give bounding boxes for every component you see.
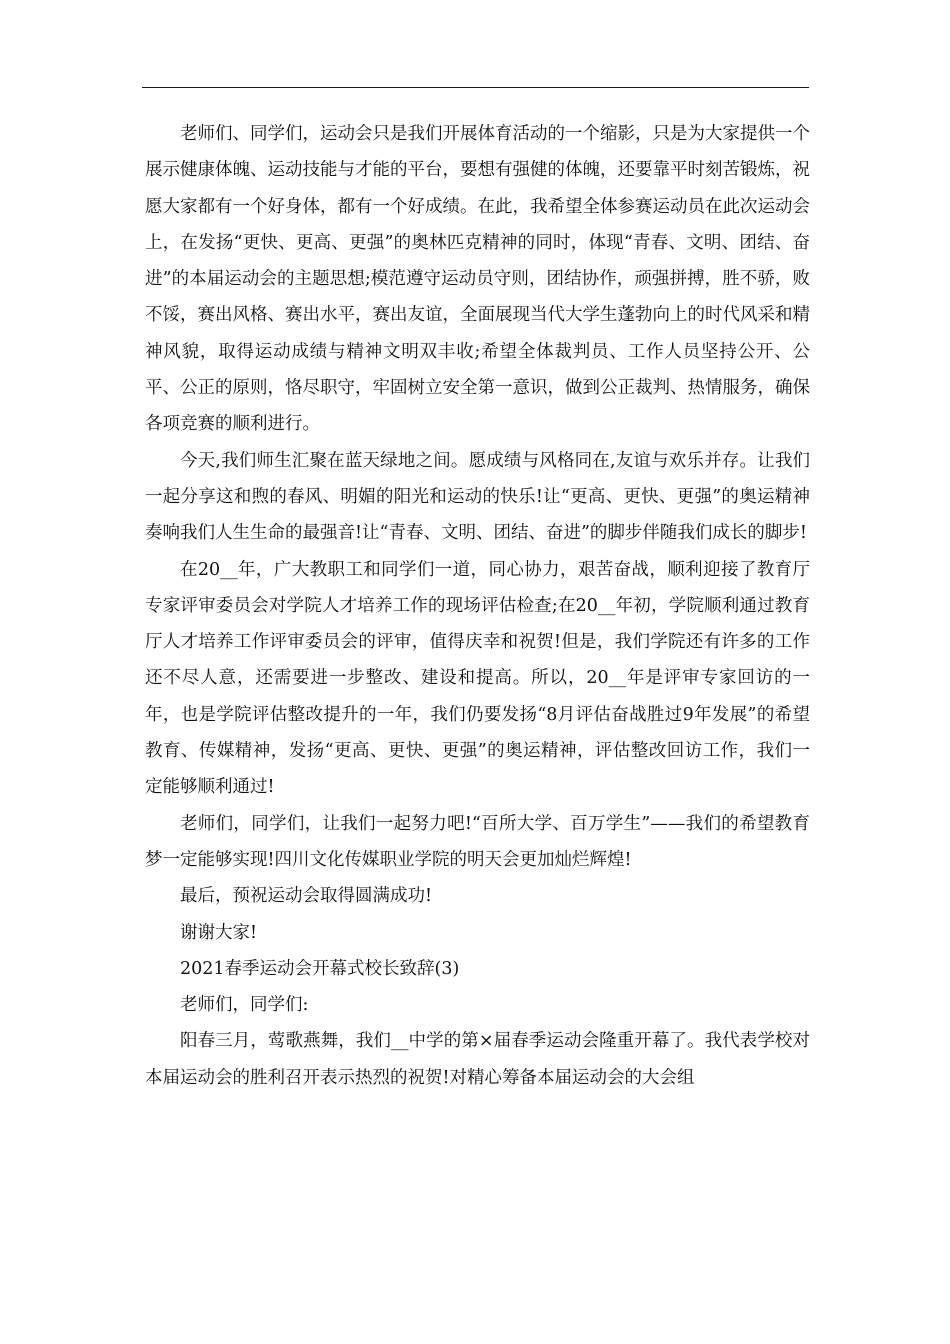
document-body	[145, 116, 810, 1096]
paragraph-sports-spirit: 老师们、同学们，运动会只是我们开展体育活动的一个缩影，只是为大家提供一个展示健康体魄、运动技能与才能的平台，要想有强健的体魄，还要靠平时刻苦锻炼，祝愿大家都有一个好身体，都有一个好成绩。在此，我希望全体参赛运动员在此次运动会上，在发扬“更快、更高、更强”的奥林匹克精神的同时，体现“青春、文明、团结、奋进”的本届运动会的主题思想;模范遵守运动员守则，团结协作，顽强拼搏，胜不骄，败不馁，赛出风格、赛出水平，赛出友谊，全面展现当代大学生蓬勃向上的时代风采和精神风貌，取得运动成绩与精神文明双丰收;希望全体裁判员、工作人员坚持公开、公平、公正的原则，恪尽职守，牢固树立安全第一意识，做到公正裁判、热情服务，确保各项竞赛的顺利进行。	[145, 124, 810, 435]
line-greeting: 老师们，同学们:	[180, 995, 309, 1016]
section-title: 2021春季运动会开幕式校长致辞(3)	[180, 958, 460, 979]
paragraph-opening: 阳春三月，莺歌燕舞，我们__中学的第×届春季运动会隆重开幕了。我代表学校对本届运动会的胜利召开表示热烈的祝贺!对精心筹备本届运动会的大会组	[145, 1031, 810, 1088]
paragraph-evaluation: 在20__年，广大教职工和同学们一道，同心协力，艰苦奋战，顺利迎接了教育厅专家评审委员会对学院人才培养工作的现场评估检查;在20__年初，学院顺利通过教育厅人才培养工作评审委员会的评审，值得庆幸和祝贺!但是，我们学院还有许多的工作还不尽人意，还需要进一步整改、建设和提高。所以，20__年是评审专家回访的一年，也是学院评估整改提升的一年，我们仍要发扬“8月评估奋战胜过9年发展”的希望教育、传媒精神，发扬“更高、更快、更强”的奥运精神，评估整改回访工作，我们一定能够顺利通过!	[145, 559, 810, 798]
paragraph-dream: 老师们，同学们，让我们一起努力吧!“百所大学、百万学生”——我们的希望教育梦一定能够实现!四川文化传媒职业学院的明天会更加灿烂辉煌!	[145, 813, 810, 870]
paragraph-gathering: 今天,我们师生汇聚在蓝天绿地之间。愿成绩与风格同在,友谊与欢乐并存。让我们一起分享这和煦的春风、明媚的阳光和运动的快乐!让“更高、更快、更强”的奥运精神奏响我们人生生命的最强音!让“青春、文明、团结、奋进”的脚步伴随我们成长的脚步!	[145, 450, 810, 544]
line-wish-success: 最后，预祝运动会取得圆满成功!	[180, 886, 433, 907]
line-thanks: 谢谢大家!	[180, 922, 258, 943]
header-rule	[142, 87, 809, 88]
